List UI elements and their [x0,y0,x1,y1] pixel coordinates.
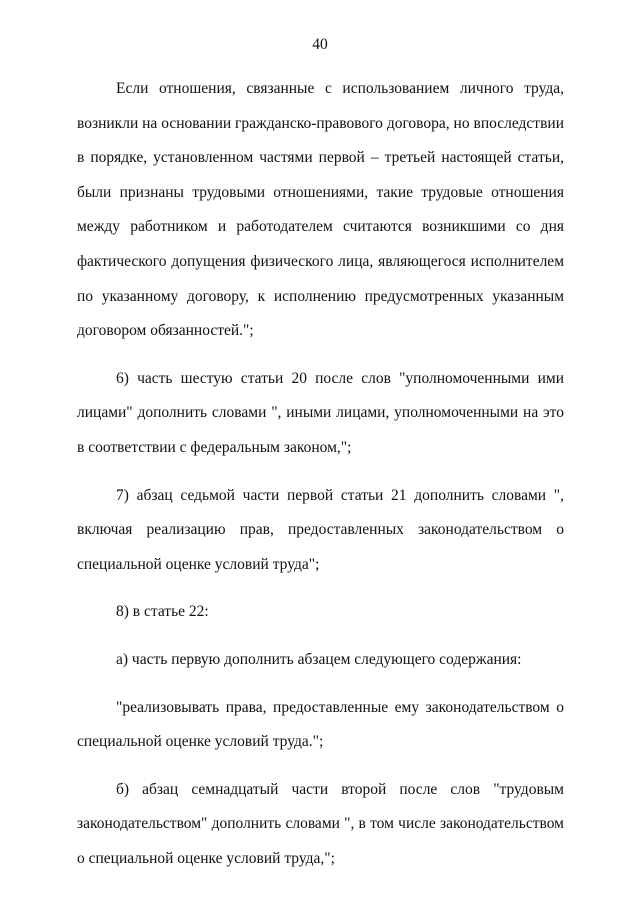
text-line: порядке, установленном частями первой – третьей настоящей статьи, были [77,149,565,201]
paragraph-subitem-a [77,643,564,678]
text-line: Если отношения, связанные с использованием личного труда, [116,80,564,97]
text-line: обязанностей."; [150,322,254,340]
text-line: специальной оценке условий труда."; [77,733,324,751]
text-line: возникли на основании гражданско-правового договора, но впоследствии в [77,114,564,167]
text-line: ", включая реализацию прав, предоставленных законодательством о [77,486,564,539]
text-line: соответствии с федеральным законом,"; [88,438,352,456]
page-number: 40 [312,36,328,53]
text-line: признаны трудовыми отношениями, такие трудовые отношения между [77,183,564,236]
text-line: 7) абзац седьмой части первой статьи 21 дополнить словами [116,486,547,504]
paragraph-item-8 [77,595,564,630]
text-line: 6) часть шестую статьи 20 после слов "уполномоченными ими [116,369,564,387]
paragraph-subitem-b [77,773,564,877]
text-line: работником и работодателем считаются возникшими со дня фактического [77,218,564,270]
text-line: специальной оценке условий труда,"; [88,849,335,867]
text-line: а) часть первую дополнить абзацем следующего содержания: [116,650,522,668]
text-line: 8) в статье 22: [116,603,209,621]
document-body [77,72,564,889]
text-line: законодательством" дополнить словами ", в том числе законодательством о [77,815,564,867]
text-line: специальной оценке условий труда"; [77,555,320,573]
text-line: допущения физического лица, являющегося исполнителем по указанному [77,252,564,305]
text-line: лицами" дополнить словами ", иными лицами, уполномоченными на это в [77,404,564,456]
text-line: договору, к исполнению предусмотренных указанным договором [77,287,565,340]
paragraph-item-7 [77,479,564,583]
text-line: б) абзац семнадцатый части второй после слов "трудовым [116,780,564,798]
paragraph-employment-relations [77,72,564,349]
paragraph-quoted-addition [77,691,564,760]
text-line: "реализовывать права, предоставленные ему законодательством о [116,698,564,716]
paragraph-item-6 [77,362,564,466]
